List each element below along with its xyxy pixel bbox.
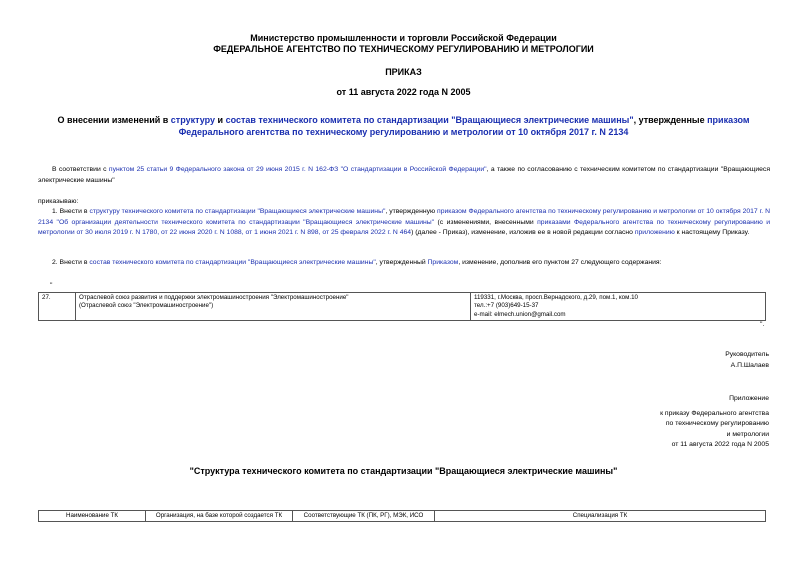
member-contacts bbox=[471, 293, 766, 321]
quote-open: " bbox=[50, 282, 53, 289]
appendix-line-2: по техническому регулированию bbox=[665, 420, 769, 427]
item2-text-1: 2. Внести в bbox=[52, 259, 90, 266]
intro-text-2: , а также по согласованию с техническим комитетом по стандартизации "Вращающиеся электрические машины" bbox=[38, 166, 771, 184]
title-link-order-line2[interactable]: Федерального агентства по техническому регулированию и метрологии от 10 октября 2017 г. N 2134 bbox=[178, 127, 629, 137]
title-text-1: О внесении изменений в bbox=[57, 115, 171, 125]
title-link-composition[interactable]: состав технического комитета по стандартизации "Вращающиеся электрические машины" bbox=[225, 115, 634, 125]
item2-text-3: , изменение, дополнив его пунктом 27 следующего содержания: bbox=[458, 259, 662, 266]
member-table bbox=[38, 292, 766, 321]
item2-text-2: , утвержденный bbox=[375, 259, 428, 266]
col-header-specialization: Специализация ТК bbox=[435, 511, 766, 522]
item-1-paragraph bbox=[38, 207, 770, 239]
col-header-organization: Организация, на базе которой создается ТК bbox=[146, 511, 293, 522]
item1-text-3: (с изменениями, внесенными bbox=[434, 218, 538, 226]
structure-table bbox=[38, 510, 766, 522]
member-phone: тел.:+7 (903)649-15-37 bbox=[474, 302, 539, 310]
intro-link-law[interactable]: пунктом 25 статьи 9 Федерального закона от 29 июня 2015 г. N 162-ФЗ "О стандартизации в Российской Федерации" bbox=[108, 166, 487, 173]
member-number: 27. bbox=[39, 293, 76, 321]
table-row bbox=[39, 293, 766, 321]
title-link-structure[interactable]: структуру bbox=[170, 115, 216, 125]
item1-text-5: к настоящему Приказу. bbox=[674, 229, 750, 236]
member-address: 119331, г.Москва, просп.Вернадского, д.29, пом.1, ком.10 bbox=[474, 294, 638, 301]
intro-text-1: В соответствии с bbox=[52, 166, 109, 173]
item1-link-order-2134[interactable]: приказом Федерального агентства по техническому регулированию и метрологии от 10 октября 2017 г. N 2134 "Об организации деятельности технического комитета по стандартизации "Вращающиеся электрические машины" bbox=[38, 208, 771, 226]
item-2-paragraph bbox=[38, 258, 770, 269]
table-header-row bbox=[39, 511, 766, 522]
doc-date-number: от 11 августа 2022 года N 2005 bbox=[336, 87, 471, 97]
signature-block bbox=[725, 350, 769, 371]
appendix-line-1: к приказу Федерального агентства bbox=[660, 409, 769, 417]
title-link-order[interactable]: приказом bbox=[707, 115, 750, 125]
col-header-corresponding: Соответствующие ТК (ПК, РГ), МЭК, ИСО bbox=[293, 511, 435, 522]
signature-name: А.П.Шалаев bbox=[730, 361, 769, 369]
title-text-2: и bbox=[215, 115, 226, 125]
appendix-label: Приложение bbox=[729, 395, 769, 402]
item1-text-1: 1. Внести в bbox=[52, 208, 90, 215]
item1-text-4: ) (далее - Приказ), изменение, изложив ее в новой редакции согласно bbox=[411, 229, 635, 236]
member-email: e-mail: elmech.union@gmail.com bbox=[474, 310, 566, 318]
item1-link-structure[interactable]: структуру технического комитета по стандартизации "Вращающиеся электрические машины" bbox=[89, 208, 386, 215]
appendix-block bbox=[660, 394, 769, 451]
signature-position: Руководитель bbox=[725, 351, 769, 358]
ministry-name: Министерство промышленности и торговли Российской Федерации bbox=[250, 33, 557, 43]
quote-close: ". bbox=[760, 321, 765, 328]
order-word: приказываю: bbox=[38, 198, 79, 205]
item1-link-appendix[interactable]: приложению bbox=[634, 229, 675, 236]
item2-link-order[interactable]: Приказом bbox=[427, 259, 459, 266]
appendix-line-3: и метрологии bbox=[726, 430, 769, 438]
item2-link-composition[interactable]: состав технического комитета по стандартизации "Вращающиеся электрические машины" bbox=[89, 259, 376, 266]
agency-name: ФЕДЕРАЛЬНОЕ АГЕНТСТВО ПО ТЕХНИЧЕСКОМУ РЕГУЛИРОВАНИЮ И МЕТРОЛОГИИ bbox=[213, 44, 594, 54]
appendix-line-4: от 11 августа 2022 года N 2005 bbox=[671, 441, 769, 448]
doc-type: ПРИКАЗ bbox=[385, 67, 422, 77]
item1-link-amendments[interactable]: приказами Федерального агентства по техническому регулированию и метрологии от 30 июля 2019 г. N 1780, от 22 июня 2020 г. N 1088, от 1 июня 2021 г. N 898, от 25 февраля 2022 г. N 464 bbox=[38, 218, 771, 236]
col-header-tc-name: Наименование ТК bbox=[39, 511, 146, 522]
member-org-line2: (Отраслевой союз "Электромашиностроение") bbox=[79, 302, 214, 310]
title-text-3: , утвержденные bbox=[633, 115, 708, 125]
item1-text-2: , утвержденную bbox=[385, 208, 438, 215]
order-title bbox=[0, 114, 807, 138]
member-org-line1: Отраслевой союз развития и поддержки электромашиностроения "Электромашиностроение" bbox=[79, 294, 349, 301]
structure-title: "Структура технического комитета по стандартизации "Вращающиеся электрические машины" bbox=[189, 466, 618, 476]
intro-paragraph bbox=[38, 165, 770, 186]
member-organization bbox=[76, 293, 471, 321]
